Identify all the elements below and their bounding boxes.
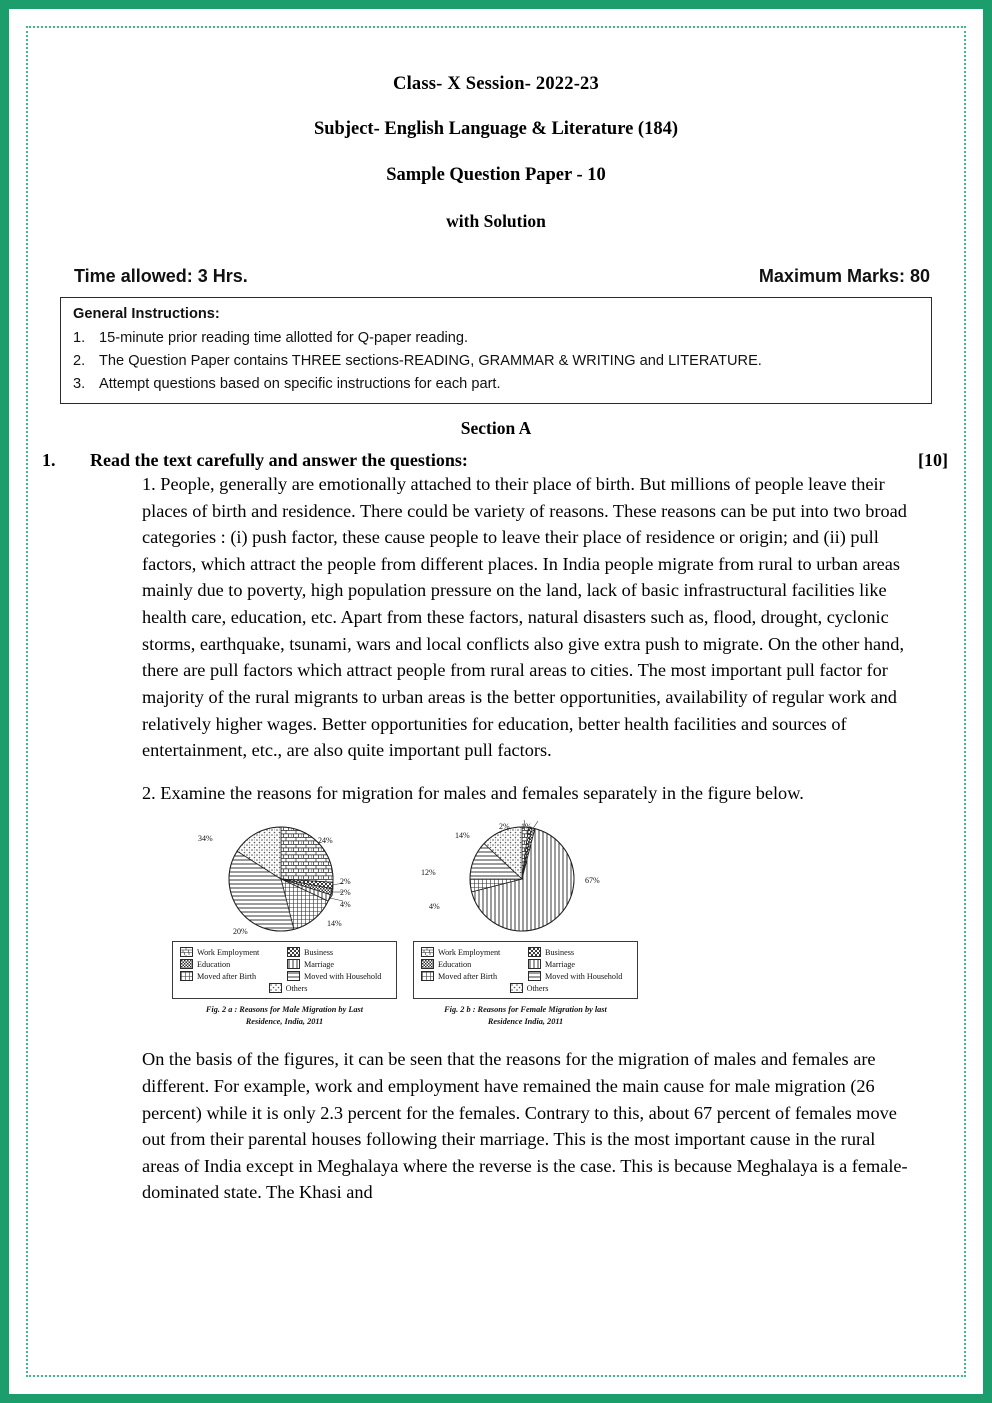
instruction-text: Attempt questions based on specific instructions for each part. — [99, 375, 501, 392]
passage-paragraph-2: 2. Examine the reasons for migration for males and females separately in the figure below. — [142, 782, 804, 803]
swatch-moved-with-household-icon — [528, 971, 541, 981]
legend-grid — [180, 947, 390, 993]
legend-label-business: Business — [304, 947, 334, 957]
pie-label-male-moved-with-household: 20% — [233, 927, 248, 937]
pie-chart-female — [418, 820, 633, 938]
pie-label-male-others: 34% — [198, 834, 213, 844]
instruction-number: 3. — [73, 375, 86, 392]
legend-label-moved-with-household: Moved with Household — [545, 971, 623, 981]
pie-label-female-moved-after-birth: 4% — [429, 902, 440, 912]
legend-label-education: Education — [438, 959, 472, 969]
question-number: 1. — [42, 450, 56, 471]
swatch-work-employment-icon — [180, 947, 193, 957]
pie-label-female-others: 14% — [455, 831, 470, 841]
legend-label-moved-after-birth: Moved after Birth — [438, 971, 498, 981]
legend-item-moved-with-household — [528, 971, 631, 981]
legend-male — [172, 941, 397, 999]
instruction-item — [73, 350, 921, 373]
legend-female — [413, 941, 638, 999]
general-instructions-title: General Instructions: — [73, 306, 220, 322]
pie-label-female-marriage: 67% — [585, 876, 600, 886]
pie-label-female-business: 1% — [521, 822, 532, 832]
figure-caption-female-line1: Fig. 2 b : Reasons for Female Migration by last — [444, 1005, 607, 1015]
general-instructions-box — [60, 297, 932, 404]
legend-label-moved-with-household: Moved with Household — [304, 971, 382, 981]
legend-item-marriage — [287, 959, 390, 969]
swatch-education-icon — [421, 959, 434, 969]
exam-meta-row — [32, 266, 960, 287]
swatch-marriage-icon — [287, 959, 300, 969]
swatch-business-icon — [287, 947, 300, 957]
swatch-moved-after-birth-icon — [180, 971, 193, 981]
pie-label-male-moved-after-birth: 14% — [327, 919, 342, 929]
time-allowed-label: Time allowed: 3 Hrs. — [74, 266, 248, 286]
swatch-moved-with-household-icon — [287, 971, 300, 981]
swatch-business-icon — [528, 947, 541, 957]
instruction-item — [73, 327, 921, 350]
legend-item-marriage — [528, 959, 631, 969]
legend-item-education — [180, 959, 283, 969]
instruction-item — [73, 373, 921, 396]
legend-item-education — [421, 959, 524, 969]
swatch-others-icon — [510, 983, 523, 993]
pie-chart-male-wrap — [172, 820, 397, 938]
page-title-class-session: Class- X Session- 2022-23 — [393, 74, 599, 94]
pie-label-male-marriage: 4% — [340, 900, 351, 910]
legend-label-work-employment: Work Employment — [438, 947, 501, 957]
legend-item-moved-with-household — [287, 971, 390, 981]
legend-grid — [421, 947, 631, 993]
question-row — [32, 450, 960, 471]
legend-label-others: Others — [285, 983, 308, 993]
pie-label-male-business: 2% — [340, 877, 351, 887]
legend-item-others — [421, 983, 631, 993]
page-title-subject: Subject- English Language & Literature (184) — [313, 119, 678, 139]
question-marks: [10] — [918, 450, 948, 471]
figure-caption-male-line1: Fig. 2 a : Reasons for Male Migration by Last — [205, 1005, 364, 1015]
figures-container — [172, 820, 960, 1028]
legend-item-work-employment — [180, 947, 283, 957]
passage-paragraph-3: On the basis of the figures, it can be seen that the reasons for the migration of males and females are different. For example, work and employment have remained the main cause for male migration (26 percent) while it is only 2.3 percent for the females. Contrary to this, about 67 percent of females move out from their parental houses following their marriage. This is the most important cause in the rural areas of India except in Meghalaya where the reverse is the case. This is because Meghalaya is a female-dominated state. The Khasi and — [142, 1049, 908, 1203]
instruction-number: 1. — [73, 329, 86, 346]
figure-caption-male — [172, 1004, 397, 1028]
figure-caption-female — [413, 1004, 638, 1028]
legend-label-moved-after-birth: Moved after Birth — [197, 971, 257, 981]
pie-label-female-work: 2% — [499, 822, 510, 832]
figure-female-migration — [413, 820, 638, 1028]
page-title-with-solution: with Solution — [446, 211, 546, 231]
swatch-moved-after-birth-icon — [421, 971, 434, 981]
passage-paragraph-1: 1. People, generally are emotionally attached to their place of birth. But millions of people leave their places of birth and residence. There could be variety of reasons. These reasons can be put into two broad categories : (i) push factor, these cause people to leave their place of residence or origin; and (ii) pull factors, which attract the people from different places. In India people migrate from rural to urban areas mainly due to poverty, high population pressure on the land, lack of basic infrastructural facilities like health care, education, etc. Apart from these factors, natural disasters such as, flood, drought, cyclonic storms, earthquake, tsunami, wars and local conflicts also give extra push to migrate. On the other hand, there are pull factors which attract people from rural areas to cities. The most important pull factor for majority of the rural migrants to urban areas is the better opportunities, availability of regular work and relatively higher wages. Better opportunities for education, better health facilities and sources of entertainment, etc., are also quite important pull factors. — [142, 474, 907, 761]
legend-item-business — [528, 947, 631, 957]
swatch-others-icon — [269, 983, 282, 993]
legend-label-education: Education — [197, 959, 231, 969]
instruction-text: 15-minute prior reading time allotted for Q-paper reading. — [99, 329, 469, 346]
pie-label-female-moved-with-household: 12% — [421, 868, 436, 878]
maximum-marks-label: Maximum Marks: 80 — [758, 266, 930, 286]
section-heading: Section A — [460, 418, 532, 439]
legend-label-marriage: Marriage — [304, 959, 335, 969]
legend-item-moved-after-birth — [421, 971, 524, 981]
swatch-education-icon — [180, 959, 193, 969]
legend-item-business — [287, 947, 390, 957]
swatch-marriage-icon — [528, 959, 541, 969]
legend-label-business: Business — [545, 947, 575, 957]
pie-label-male-education: 2% — [340, 888, 351, 898]
pie-label-male-work: 24% — [318, 836, 333, 846]
swatch-work-employment-icon — [421, 947, 434, 957]
legend-item-others — [180, 983, 390, 993]
question-text: Read the text carefully and answer the questions: — [90, 450, 468, 471]
legend-item-moved-after-birth — [180, 971, 283, 981]
legend-item-work-employment — [421, 947, 524, 957]
document-sheet — [32, 30, 960, 1373]
instruction-number: 2. — [73, 352, 86, 369]
page-title-paper: Sample Question Paper - 10 — [386, 165, 606, 185]
figure-male-migration — [172, 820, 397, 1028]
instruction-text: The Question Paper contains THREE sections-READING, GRAMMAR & WRITING and LITERATURE. — [99, 352, 762, 369]
figure-caption-female-line2: Residence India, 2011 — [487, 1017, 564, 1027]
legend-label-others: Others — [526, 983, 549, 993]
pie-chart-female-wrap — [413, 820, 638, 938]
legend-label-marriage: Marriage — [545, 959, 576, 969]
legend-label-work-employment: Work Employment — [197, 947, 260, 957]
figure-caption-male-line2: Residence, India, 2011 — [245, 1017, 324, 1027]
